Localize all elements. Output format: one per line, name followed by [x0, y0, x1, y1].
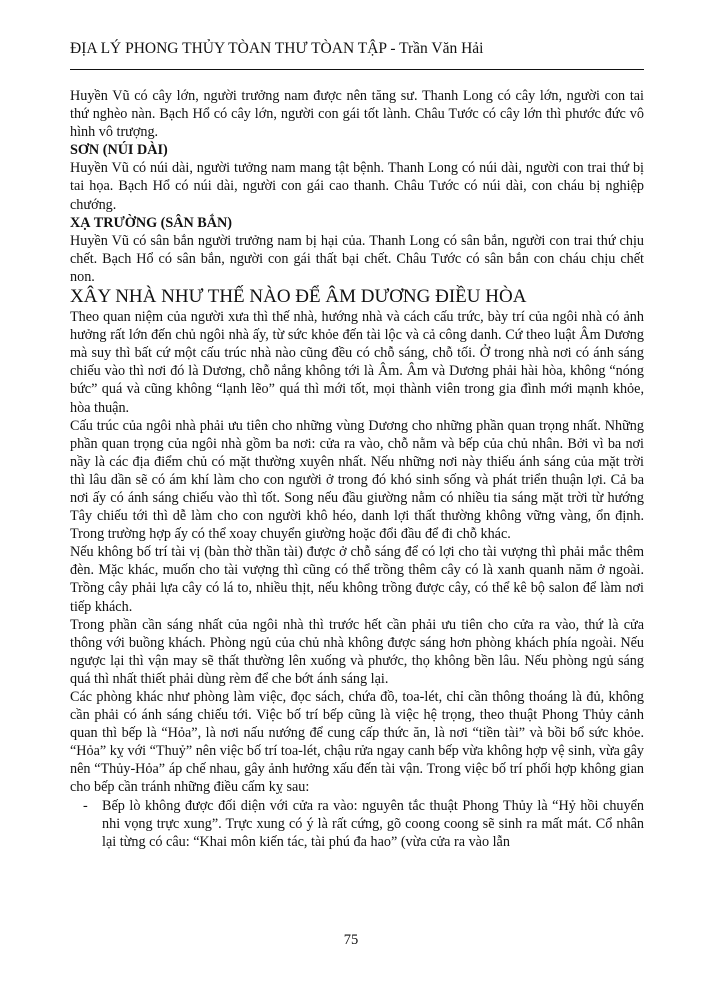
paragraph-xa-truong: Huyền Vũ có sân bắn người trưởng nam bị hại của. Thanh Long có sân bắn, người con trai thứ chịu chết. Bạch Hổ có sân bắn, người con gái thất bại chết. Châu Tước có sân bắn con cháu chịu chết non. [70, 232, 644, 285]
subheading-son: SƠN (NÚI DÀI) [70, 142, 168, 159]
list-bullet: - [83, 797, 88, 814]
page-number: 75 [343, 932, 359, 948]
subheading-xa-truong: XẠ TRƯỜNG (SÂN BẮN) [70, 214, 232, 231]
paragraph: Cấu trúc của ngôi nhà phải ưu tiên cho những vùng Dương cho những phần quan trọng nhất. Những phần quan trọng của ngôi nhà gồm ba nơi: cửa ra vào, chỗ nằm và bếp của chủ nhân. Bởi vì ba nơi nầy là các địa điểm chủ có mặt thường xuyên nhất. Nếu những nơi này thiếu ánh sáng của mặt trời thì lâu dần sẽ có ám khí làm cho con người ở trong đó khó sinh sống và phát triển thuận lợi. Cả ba nơi ấy có ánh sáng chiếu vào thì tốt. Song nếu đầu giường nằm có nhiều tia sáng mặt trời từ hướng Tây chiếu tới thì dễ làm cho con người khô héo, danh lợi thất thường không vững vàng, ổn định. Trong trường hợp ấy có thể xoay chuyển giường hoặc đổi đầu để đi chỗ khác. [70, 417, 644, 543]
header-rule [70, 69, 644, 70]
paragraph: Nếu không bố trí tài vị (bàn thờ thần tài) được ở chỗ sáng để có lợi cho tài vượng thì phải mắc thêm đèn. Mặc khác, muốn cho tài vượng thì cũng có thể trồng thêm cây có là xanh quanh năm ở ngoài. Trồng cây phải lựa cây có lá to, nhiều thịt, nếu không trồng được cây, có thể kê bộ salon để làm nơi tiếp khách. [70, 544, 644, 615]
paragraph-son: Huyền Vũ có núi dài, người tưởng nam mang tật bệnh. Thanh Long có núi dài, người con trai thứ bị tai họa. Bạch Hổ có núi dài, người con gái cao thanh. Châu Tước có núi dài, con cháu bị nghiệp chướng. [70, 160, 644, 213]
list-item [70, 797, 644, 851]
running-header: ĐỊA LÝ PHONG THỦY TÒAN THƯ TÒAN TẬP - Trần Văn Hải [70, 40, 484, 57]
taboo-list [70, 797, 644, 851]
paragraph: Các phòng khác như phòng làm việc, đọc sách, chứa đồ, toa-lét, chỉ cần thông thoáng là đủ, không cần phải có ánh sáng chiếu tới. Việc bố trí bếp cũng là việc hệ trọng, theo thuật Phong Thủy cảnh quan thì bếp là “Hỏa”, là nơi nấu nướng để cung cấp thức ăn, là nơi “tiền tài” và bồi bổ sức khỏe. “Hỏa” kỵ với “Thuỷ” nên việc bố trí toa-lét, chậu rửa ngay canh bếp vừa không hợp vệ sinh, vừa gây nên “Thủy-Hỏa” áp chế nhau, gây ảnh hưởng xấu đến tài vận. Trong việc bố trí phối hợp không gian cho bếp cần tránh những điều cấm kỵ sau: [70, 689, 644, 796]
section-title: XÂY NHÀ NHƯ THẾ NÀO ĐỂ ÂM DƯƠNG ĐIỀU HÒA [70, 286, 527, 308]
paragraph-cay-lon: Huyền Vũ có cây lớn, người trưởng nam được nên tăng sư. Thanh Long có cây lớn, người con tai thứ nghèo nàn. Bạch Hổ có cây lớn, người con gái tốt lành. Châu Tước có cây lớn thì phước đức vô hình vô trượng. [70, 88, 644, 141]
paragraph: Trong phần cần sáng nhất của ngôi nhà thì trước hết cần phải ưu tiên cho cửa ra vào, thứ là cửa thông với buồng khách. Phòng ngủ của chủ nhà không được sáng hơn phòng khách phía ngoài. Nếu ngược lại thì vận may sẽ thất thường lên xuống và phước, thọ không bền lâu. Nếu phòng ngủ sáng quá thì nhất thiết phải dùng rèm để che bớt ánh sáng lại. [70, 616, 644, 687]
list-item-text: Bếp lò không được đối diện với cửa ra vào: nguyên tắc thuật Phong Thủy là “Hỷ hồi chuyển nhi vọng trực xung”. Trực xung có ý là rất cứng, gõ coong coong sẽ sinh ra mất mát. Cổ nhân lại từng có câu: “Khai môn kiến tác, tài phú đa hao” (vừa cửa ra vào lẫn [102, 797, 644, 850]
paragraph: Theo quan niệm của người xưa thì thế nhà, hướng nhà và cách cấu trức, bày trí của ngôi nhà có ảnh hưởng rất lớn đến chủ ngôi nhà ấy, từ sức khỏe đến tài lộc và cả công danh. Cứ theo luật Âm Dương mà suy thì bất cứ một cấu trúc nhà nào cũng đều có chỗ sáng, chỗ tối. Ở trong nhà nơi có ánh sáng chiếu vào thì nơi đó là Dương, chỗ nắng không tới là Âm. Âm và Dương phải hài hòa, không “nóng bức” quá và cũng không “lạnh lẽo” quá thì mới tốt, mọi thành viên trong gia đình mới mạnh khỏe, hòa thuận. [70, 309, 644, 416]
page-body [70, 87, 644, 851]
